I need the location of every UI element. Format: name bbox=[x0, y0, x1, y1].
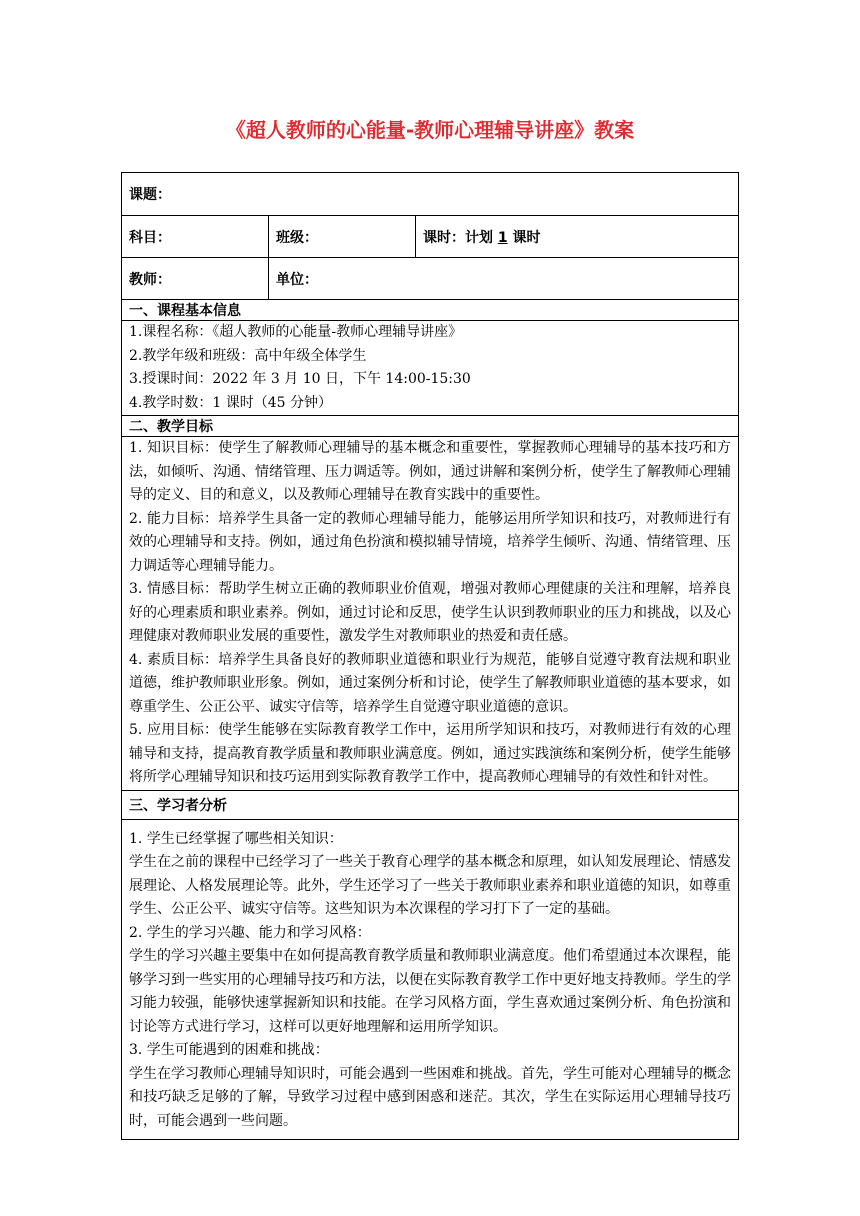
section-heading: 二、教学目标 bbox=[122, 416, 739, 437]
period-suffix: 课时 bbox=[512, 229, 541, 246]
teacher-row bbox=[122, 258, 739, 300]
body-line: 3.授课时间：2022 年 3 月 10 日，下午 14:00-15:30 bbox=[129, 371, 471, 387]
document-title: 《超人教师的心能量-教师心理辅导讲座》教案 bbox=[225, 118, 635, 142]
teacher-label: 教师： bbox=[122, 258, 269, 300]
lesson-plan-table bbox=[121, 172, 739, 1140]
section-heading: 一、课程基本信息 bbox=[122, 300, 739, 321]
period-cell bbox=[416, 216, 739, 258]
body-paragraph: 2. 学生的学习兴趣、能力和学习风格： bbox=[129, 924, 371, 941]
topic-row bbox=[122, 173, 739, 216]
section-2-body bbox=[122, 437, 739, 791]
subject-label: 科目： bbox=[122, 216, 269, 258]
body-paragraph: 3. 学生可能遇到的困难和挑战： bbox=[129, 1042, 329, 1058]
body-paragraph: 5. 应用目标：使学生能够在实际教育教学工作中，运用所学知识和技巧，对教师进行有效的心理辅导和支持，提高教育教学质量和教师职业满意度。例如，通过实践演练和案例分析，使学生能够将所学心理辅导知识和技巧运用到实际教育教学工作中，提高教师心理辅导的有效性和针对性。 bbox=[129, 722, 731, 785]
section-3-text bbox=[129, 828, 731, 1139]
section-1-body-row bbox=[122, 321, 739, 416]
class-label: 班级： bbox=[269, 216, 416, 258]
body-line: 1.课程名称：《超人教师的心能量-教师心理辅导讲座》 bbox=[129, 324, 463, 340]
subject-row bbox=[122, 216, 739, 258]
period-prefix: 课时：计划 bbox=[423, 229, 493, 246]
period-value: 1 bbox=[497, 229, 508, 246]
unit-label: 单位： bbox=[269, 258, 739, 300]
section-2-heading-row bbox=[122, 416, 739, 437]
section-heading: 三、学习者分析 bbox=[122, 790, 739, 819]
topic-label: 课题： bbox=[122, 173, 739, 216]
section-3-heading-row bbox=[122, 790, 739, 819]
body-paragraph: 2. 能力目标：培养学生具备一定的教师心理辅导能力，能够运用所学知识和技巧，对教师进行有效的心理辅导和支持。例如，通过角色扮演和模拟辅导情境，培养学生倾听、沟通、情绪管理、压力调适等心理辅导能力。 bbox=[129, 510, 731, 574]
body-paragraph: 学生的学习兴趣主要集中在如何提高教育教学质量和教师职业满意度。他们希望通过本次课程，能够学习到一些实用的心理辅导技巧和方法，以便在实际教育教学工作中更好地支持教师。学生的学习能力较强，能够快速掌握新知识和技能。在学习风格方面，学生喜欢通过案例分析、角色扮演和讨论等方式进行学习，这样可以更好地理解和运用所学知识。 bbox=[129, 948, 731, 1035]
section-3-body-row bbox=[122, 819, 739, 1139]
body-paragraph: 4. 素质目标：培养学生具备良好的教师职业道德和职业行为规范，能够自觉遵守教育法规和职业道德，维护教师职业形象。例如，通过案例分析和讨论，使学生了解教师职业道德的基本要求，如尊重学生、公正公平、诚实守信等，培养学生自觉遵守职业道德的意识。 bbox=[129, 651, 731, 715]
section-3-body bbox=[122, 819, 739, 1139]
body-paragraph: 3. 情感目标：帮助学生树立正确的教师职业价值观，增强对教师心理健康的关注和理解，培养良好的心理素质和职业素养。例如，通过讨论和反思，使学生认识到教师职业的压力和挑战，以及心理健康对教师职业发展的重要性，激发学生对教师职业的热爱和责任感。 bbox=[129, 581, 731, 644]
body-paragraph: 1. 学生已经掌握了哪些相关知识： bbox=[129, 830, 343, 847]
body-line: 2.教学年级和班级：高中年级全体学生 bbox=[129, 347, 367, 364]
section-1-heading-row bbox=[122, 300, 739, 321]
section-2-body-row bbox=[122, 437, 739, 791]
body-paragraph: 学生在之前的课程中已经学习了一些关于教育心理学的基本概念和原理，如认知发展理论、情感发展理论、人格发展理论等。此外，学生还学习了一些关于教师职业素养和职业道德的知识，如尊重学生、公正公平、诚实守信等。这些知识为本次课程的学习打下了一定的基础。 bbox=[129, 854, 731, 917]
body-line: 4.教学时数：1 课时（45 分钟） bbox=[129, 394, 332, 411]
body-paragraph: 学生在学习教师心理辅导知识时，可能会遇到一些困难和挑战。首先，学生可能对心理辅导的概念和技巧缺乏足够的了解，导致学习过程中感到困惑和迷茫。其次，学生在实际运用心理辅导技巧时，可能会遇到一些问题。 bbox=[129, 1065, 731, 1129]
body-paragraph: 1. 知识目标：使学生了解教师心理辅导的基本概念和重要性，掌握教师心理辅导的基本技巧和方法，如倾听、沟通、情绪管理、压力调适等。例如，通过讲解和案例分析，使学生了解教师心理辅导的定义、目的和意义，以及教师心理辅导在教育实践中的重要性。 bbox=[129, 440, 731, 503]
section-1-body bbox=[122, 321, 739, 416]
